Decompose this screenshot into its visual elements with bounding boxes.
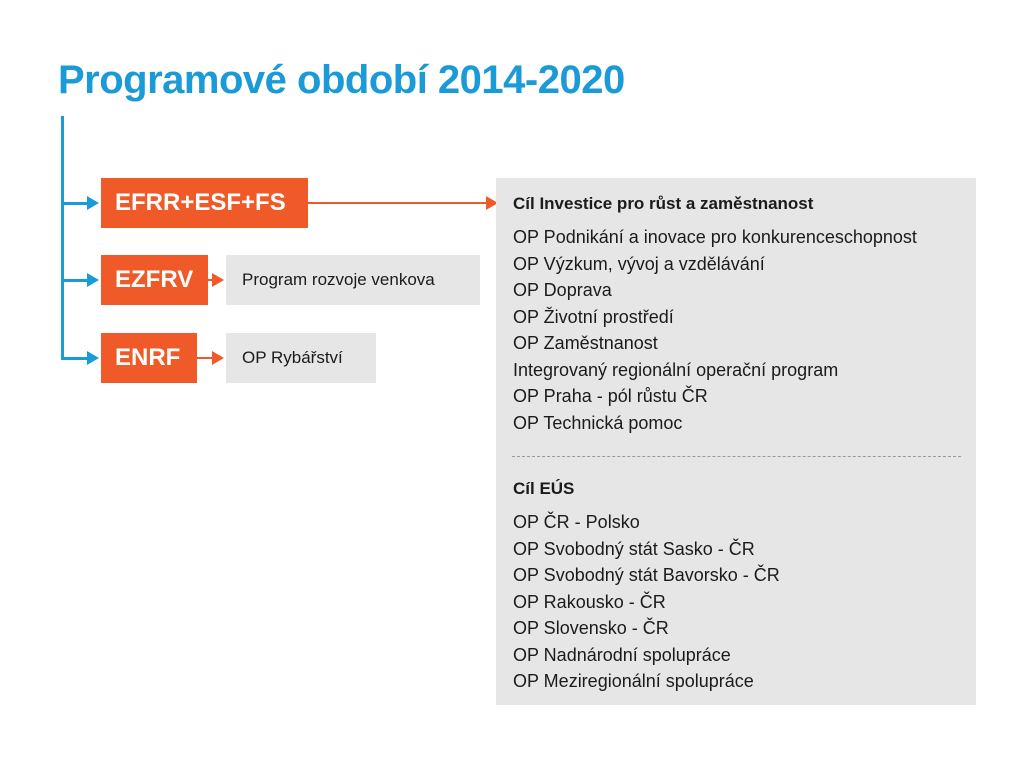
branch-arrow-1-icon bbox=[87, 196, 99, 210]
objectives-panel bbox=[496, 178, 976, 705]
connector-arrow-enrf-icon bbox=[212, 351, 224, 365]
connector-arrow-ezfrv-icon bbox=[212, 273, 224, 287]
connector-line-efrr bbox=[308, 202, 488, 204]
list-item: OP Meziregionální spolupráce bbox=[513, 671, 754, 691]
list-item: OP Zaměstnanost bbox=[513, 333, 658, 353]
list-item: OP Svobodný stát Bavorsko - ČR bbox=[513, 565, 780, 585]
list-item: OP Podnikání a inovace pro konkurenceschopnost bbox=[513, 227, 917, 247]
section-divider bbox=[512, 456, 961, 457]
list-item: Integrovaný regionální operační program bbox=[513, 359, 839, 380]
branch-arrow-3-icon bbox=[87, 351, 99, 365]
branch-line-2 bbox=[61, 279, 89, 282]
list-item: OP Výzkum, vývoj a vzdělávání bbox=[513, 253, 765, 274]
branch-line-3 bbox=[61, 357, 89, 360]
list-item: OP Rakousko - ČR bbox=[513, 591, 666, 612]
page-title: Programové období 2014-2020 bbox=[58, 58, 625, 102]
section-title-eus: Cíl EÚS bbox=[513, 479, 575, 498]
list-item: OP Doprava bbox=[513, 280, 612, 300]
list-item: OP Životní prostředí bbox=[513, 306, 674, 327]
list-item: OP Technická pomoc bbox=[513, 412, 683, 433]
fund-box-enrf: ENRF bbox=[101, 333, 197, 383]
branch-arrow-2-icon bbox=[87, 273, 99, 287]
tree-trunk-line bbox=[61, 116, 64, 360]
eus-program-list bbox=[513, 509, 960, 695]
program-box-rybarstvi: OP Rybářství bbox=[226, 333, 376, 383]
fund-box-efrr-esf-fs: EFRR+ESF+FS bbox=[101, 178, 308, 228]
list-item: OP Nadnárodní spolupráce bbox=[513, 644, 731, 665]
fund-box-ezfrv: EZFRV bbox=[101, 255, 208, 305]
list-item: OP Slovensko - ČR bbox=[513, 618, 669, 638]
branch-line-1 bbox=[61, 202, 89, 205]
list-item: OP ČR - Polsko bbox=[513, 512, 640, 532]
list-item: OP Svobodný stát Sasko - ČR bbox=[513, 538, 755, 559]
list-item: OP Praha - pól růstu ČR bbox=[513, 386, 708, 406]
program-box-rozvoj-venkova: Program rozvoje venkova bbox=[226, 255, 480, 305]
investice-program-list bbox=[513, 224, 960, 436]
section-title-investice: Cíl Investice pro růst a zaměstnanost bbox=[513, 194, 814, 213]
